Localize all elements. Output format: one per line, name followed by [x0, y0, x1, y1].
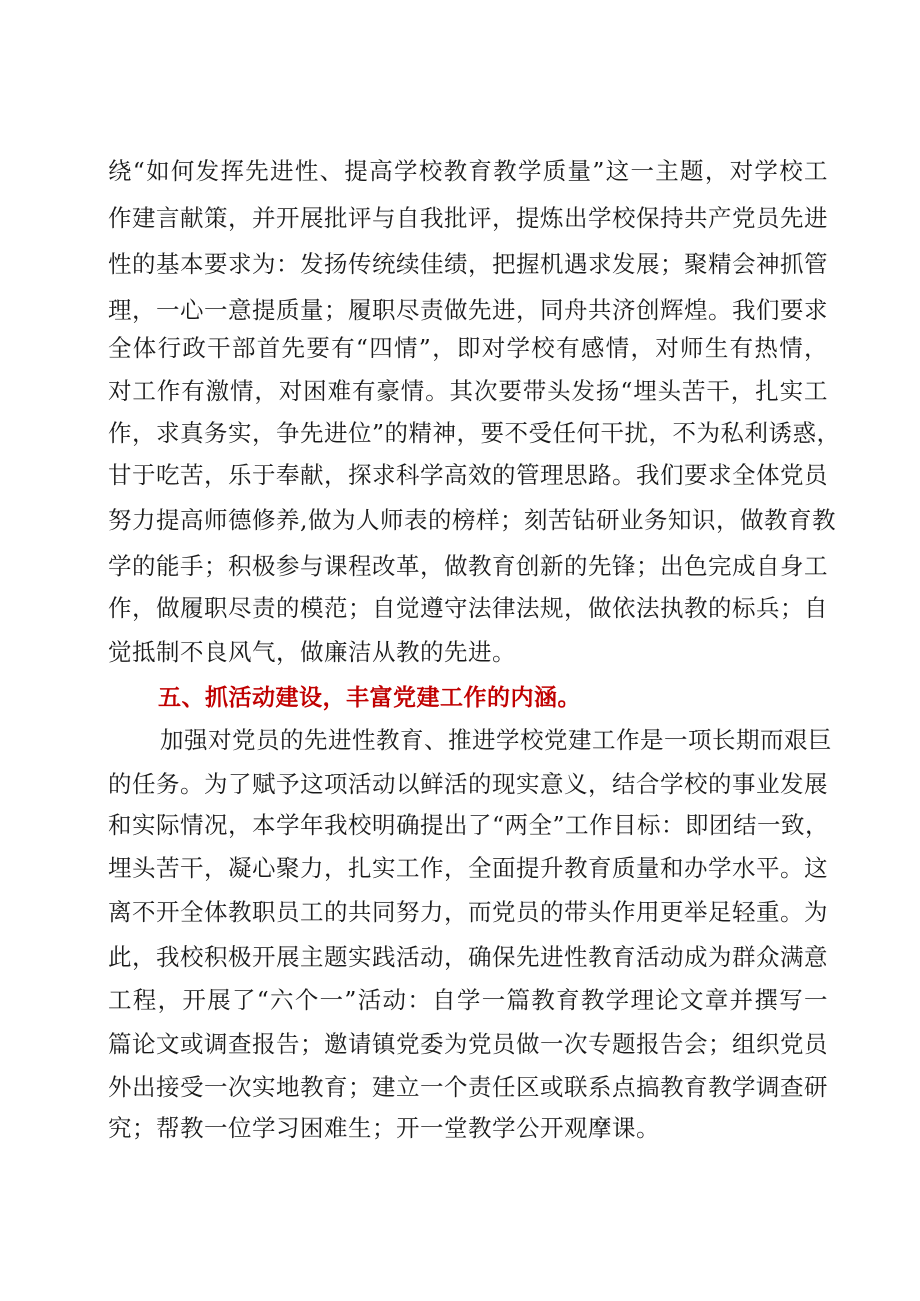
paragraph-line: 此，我校积极开展主题实践活动，确保先进性教育活动成为群众满意 [108, 943, 828, 971]
paragraph-line: 作，求真务实，争先进位”的精神，要不受任何干扰，不为私利诱惑， [108, 419, 841, 447]
paragraph-line: 工程，开展了“六个一”活动：自学一篇教育教学理论文章并撰写一 [108, 986, 828, 1014]
paragraph-line: 努力提高师德修养,做为人师表的榜样；刻苦钻研业务知识，做教育教 [108, 506, 836, 534]
paragraph-line: 性的基本要求为：发扬传统续佳绩，把握机遇求发展；聚精会神抓管 [108, 250, 828, 278]
paragraph-line: 作，做履职尽责的模范；自觉遵守法律法规，做依法执教的标兵；自 [108, 594, 828, 622]
paragraph-line: 究；帮教一位学习困难生；开一堂教学公开观摩课。 [108, 1114, 660, 1142]
paragraph-line: 和实际情况，本学年我校明确提出了“两全”工作目标：即团结一致， [108, 811, 830, 839]
paragraph-line: 篇论文或调查报告；邀请镇党委为党员做一次专题报告会；组织党员 [108, 1030, 828, 1058]
paragraph-line: 的任务。为了赋予这项活动以鲜活的现实意义，结合学校的事业发展 [108, 770, 828, 798]
paragraph-line: 全体行政干部首先要有“四情”，即对学校有感情，对师生有热情， [108, 334, 828, 362]
paragraph-line: 离不开全体教职员工的共同努力，而党员的带头作用更举足轻重。为 [108, 898, 828, 926]
paragraph-line: 外出接受一次实地教育；建立一个责任区或联系点搞教育教学调查研 [108, 1073, 828, 1101]
paragraph-line: 埋头苦干，凝心聚力，扎实工作，全面提升教育质量和办学水平。这 [108, 854, 828, 882]
paragraph-line: 作建言献策，并开展批评与自我批评，提炼出学校保持共产党员先进 [108, 204, 828, 232]
section-heading: 五、抓活动建设，丰富党建工作的内涵。 [158, 685, 581, 711]
paragraph-line: 理，一心一意提质量；履职尽责做先进，同舟共济创辉煌。我们要求 [108, 296, 828, 324]
paragraph-line: 绕“如何发挥先进性、提高学校教育教学质量”这一主题，对学校工 [108, 157, 828, 185]
paragraph-line: 学的能手；积极参与课程改革，做教育创新的先锋；出色完成自身工 [108, 552, 828, 580]
paragraph-line: 对工作有激情，对困难有豪情。其次要带头发扬“埋头苦干，扎实工 [108, 377, 828, 405]
paragraph-line: 加强对党员的先进性教育、推进学校党建工作是一项长期而艰巨 [160, 726, 832, 754]
paragraph-line: 甘于吃苦，乐于奉献，探求科学高效的管理思路。我们要求全体党员 [108, 461, 828, 489]
paragraph-line: 觉抵制不良风气，做廉洁从教的先进。 [108, 638, 516, 666]
